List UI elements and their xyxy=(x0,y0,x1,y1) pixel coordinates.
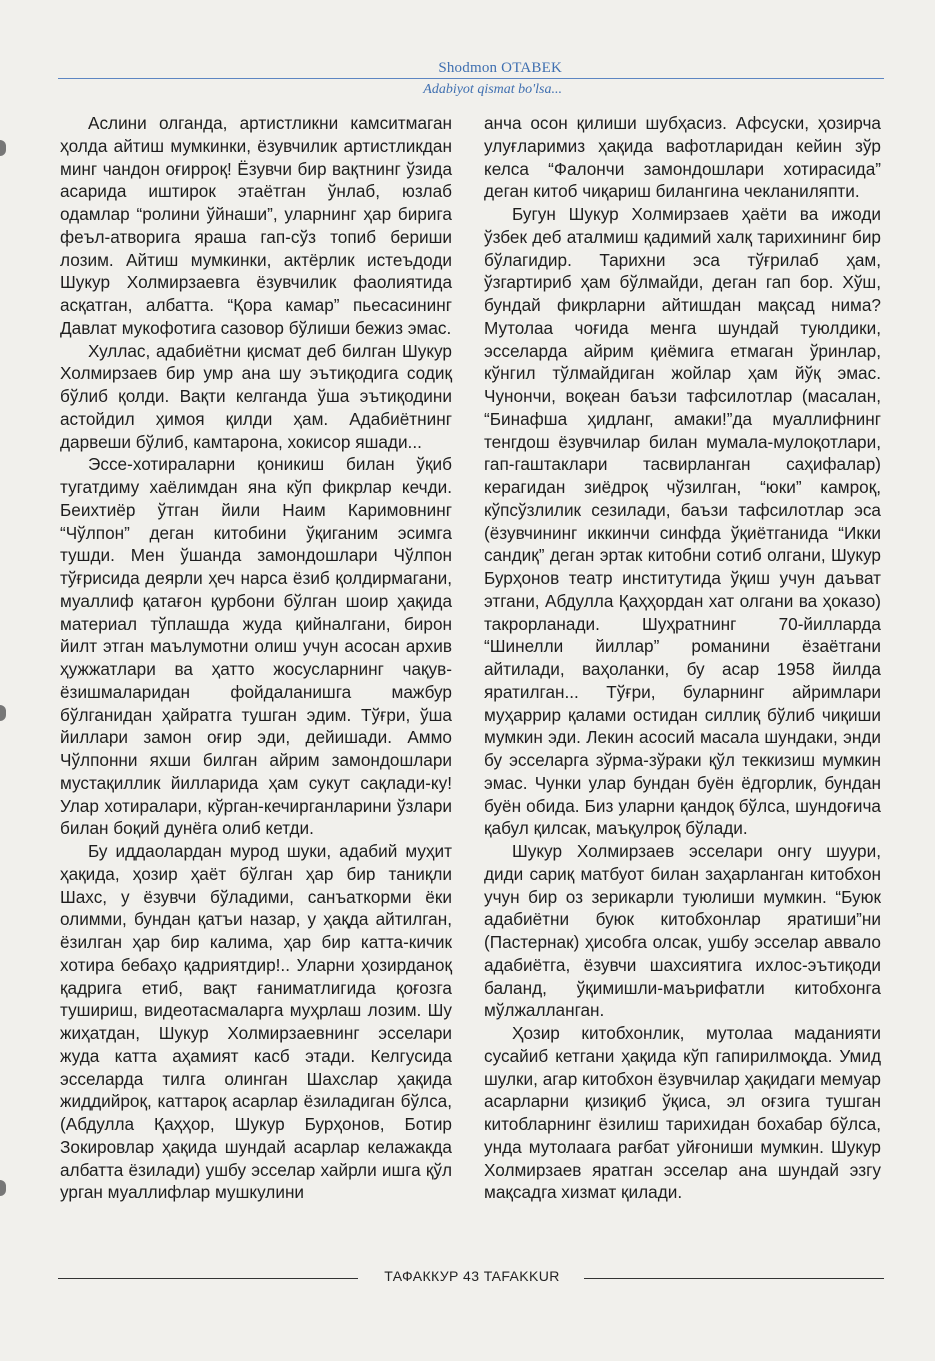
paragraph: Бугун Шукур Холмирзаев ҳаёти ва ижоди ўзбек деб аталмиш қадимий халқ тарихининг бир бўлагидир. Тарихни эса тўғрилаб ҳам, ўзгартириб ҳам бўлмайди, деган гап бор. Хўш, бундай фикрларни айтишдан мақсад нима? Мутолаа чоғида менга шундай туюлдики, эсселарда айрим қиёмига етмаган ўринлар, кўнгил тўлмайдиган жойлар ҳам йўқ эмас. Чунончи, воқеан баъзи тафсилотлар (масалан, “Бинафша ҳидланг, амаки!”да муаллифнинг тенгдош ёзувчилар билан мумала-мулоқотлари, гап-гаштаклари тасвирланган саҳифалар) керагидан зиёдроқ чўзилган, “юки” камроқ, кўпсўзлилик сезилади, баъзи тафсилотлар эса (ёзувчининг иккинчи синфда ўқиётганида “Икки сандиқ” деган эртак китобни сотиб олгани, Шукур Бурҳонов театр институтида ўқиш учун даъват этгани, Абдулла Қаҳҳордан хат олгани ва ҳоказо) такрорланади. Шуҳратнинг 70-йилларда “Шинелли йиллар” романини ёзаётгани айтилади, ваҳоланки, бу асар 1958 йилда яратилган... Тўғри, буларнинг айримлари муҳаррир қалами остидан силлиқ бўлиб чиқиши мумкин эди. Лекин асосий масала шундаки, энди бу эсселарга зўрма-зўраки қўл теккизиш мумкин эмас. Чунки улар бундан буён ёдгорлик, бундан буён обида. Биз уларни қандоқ бўлса, шундоғича қабул қилсак, маъқулроқ бўлади. xyxy=(484,204,881,839)
right-column xyxy=(484,112,881,1204)
binder-hole-top xyxy=(0,140,6,156)
paragraph-continuation: анча осон қилиши шубҳасиз. Афсуски, ҳозирча улуғларимиз ҳақида вафотларидан кейин зўр келса “Фалончи замондошлари хотирасида” деган китоб чиқариш билангина чекланиляпти. xyxy=(484,113,881,202)
header-author: Shodmon OTABEK xyxy=(438,60,562,76)
running-header xyxy=(58,60,884,106)
left-column xyxy=(60,112,452,1204)
paragraph: Шукур Холмирзаев эсселари онгу шуури, диди сариқ матбуот билан заҳарланган китобхон учун бир оз зерикарли туюлиши мумкин. “Буюк адабиётни буюк китобхонлар яратиши”ни (Пастернак) ҳисобга олсак, ушбу эсселар аввало адабиётга, ёзувчи шахсиятига ихлос-эътиқоди баланд, ўқимишли-маърифатли китобхонга мўлжалланган. xyxy=(484,841,881,1021)
paragraph: Аслини олганда, артистликни камситмаган ҳолда айтиш мумкинки, ёзувчилик артистликдан минг чандон оғирроқ! Ёзувчи бир вақтнинг ўзида асарида иштирок этаётган ўнлаб, юзлаб одамлар “ролини ўйнаши”, уларнинг ҳар бирига феъл-атворига яраша гап-сўз топиб бериши лозим. Айтиш мумкинки, актёрлик истеъдоди Шукур Холмирзаевга ёзувчилик фаолиятида асқатган, албатта. “Қора камар” пьесасининг Давлат мукофотига сазовор бўлиши бежиз эмас. xyxy=(60,113,452,338)
paragraph: Бу иддаолардан мурод шуки, адабий муҳит ҳақида, ҳозир ҳаёт бўлган ҳар бир таниқли Шахс, у ёзувчи бўладими, санъаткорми ёки олимми, бундан қатъи назар, у ҳақда айтилган, ёзилган ҳар бир калима, ҳар бир катта-кичик хотира бебаҳо қадриятдир!.. Уларни ҳозирданоқ қадрига етиб, вақт ғаниматлигида қоғозга тушириш, видеотасмаларга муҳрлаш лозим. Шу жиҳатдан, Шукур Холмирзаевнинг эсселари жуда катта аҳамият касб этади. Келгусида эсселарда тилга олинган Шахслар ҳақида жиддийроқ, каттароқ асарлар ёзиладиган бўлса, (Абдулла Қаҳҳор, Шукур Бурҳонов, Ботир Зокировлар ҳақида шундай асарлар келажакда албатта ёзилади) ушбу эсселар хайрли ишга қўл урган муаллифлар мушкулини xyxy=(60,841,452,1203)
header-subtitle: Adabiyot qismat bo'lsa... xyxy=(423,82,562,97)
paragraph: Эссе-хотираларни қоникиш билан ўқиб тугатдиму хаёлимдан яна кўп фикрлар кечди. Беихтиёр ўтган йили Наим Каримовнинг “Чўлпон” деган китобини ўқиганим эсимга тушди. Мен ўшанда замондошлари Чўлпон тўғрисида деярли ҳеч нарса ёзиб қолдирмагани, муаллиф қатағон қурбони бўлган шоир ҳақида материал тўплашда жуда қийналгани, бирон йилт этган маълумотни олиш учун асосан архив ҳужжатлари ва ҳатто жосусларнинг чақув-ёзишмаларидан фойдаланишга мажбур бўлганидан ҳайратга тушган эдим. Тўғри, ўша йиллари замон оғир эди, дейишади. Аммо Чўлпонни яхши билган айрим замондошлари мустақиллик йилларида ҳам сукут сақлади-ку! Улар хотиралари, кўрган-кечирганларини ўзлари билан боқий дунёга олиб кетди. xyxy=(60,454,452,839)
binder-hole-middle xyxy=(0,705,6,721)
paragraph: Ҳозир китобхонлик, мутолаа маданияти сусайиб кетгани ҳақида кўп гапирилмоқда. Умид шулки, агар китобхон ёзувчилар ҳақидаги мемуар асарларни қизиқиб ўқиса, эл оғзига тушган китобларнинг ёзилиш тарихидан бохабар бўлса, унда мутолаага рағбат уйғониши мумкин. Шукур Холмирзаев яратган эсселар ана шундай эзгу мақсадга хизмат қилади. xyxy=(484,1023,881,1203)
binder-hole-bottom xyxy=(0,1180,6,1196)
paragraph: Хуллас, адабиётни қисмат деб билган Шукур Холмирзаев бир умр ана шу эътиқодига содиқ бўлиб қолди. Вақти келганда ўша эътиқодини астойдил ҳимоя қилди ҳам. Адабиётнинг дарвеши бўлиб, камтарона, хокисор яшади... xyxy=(60,340,452,452)
page-footer xyxy=(58,1268,884,1288)
footer-rule-right xyxy=(584,1278,884,1279)
header-rule xyxy=(58,78,884,79)
footer-rule-left xyxy=(58,1278,358,1279)
footer-page-label: ТАФАККУР 43 TAFAKKUR xyxy=(384,1268,560,1284)
